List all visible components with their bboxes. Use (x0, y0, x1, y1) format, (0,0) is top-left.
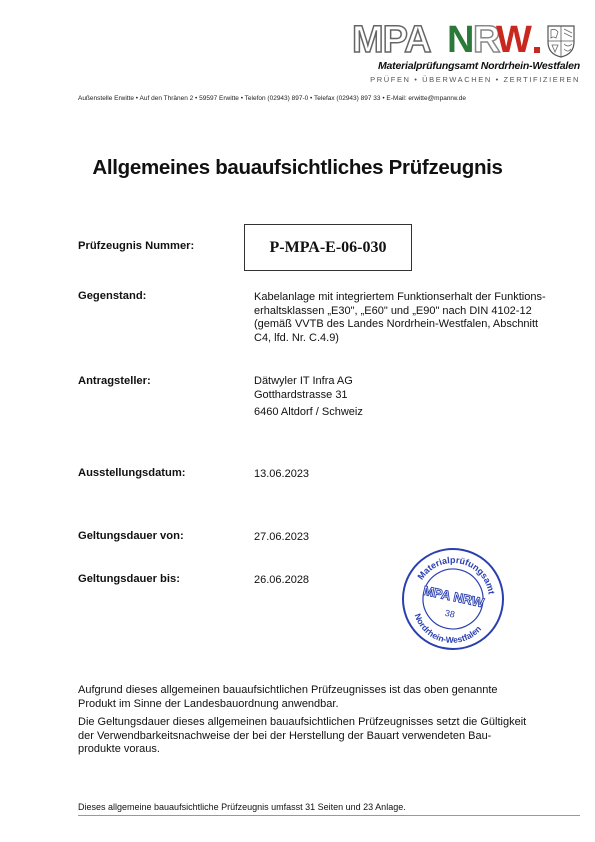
validity-paragraph-2 (78, 716, 578, 757)
logo-nrw-w: W (496, 19, 531, 61)
logo-mpa: MPA (352, 19, 431, 61)
paragraph-line: Aufgrund dieses allgemeinen bauaufsichtlichen Prüfzeugnisses ist das oben genannte (78, 684, 498, 696)
subject-label: Gegenstand: (78, 290, 147, 302)
subject-line: C4, lfd. Nr. C.4.9) (254, 331, 339, 344)
subject-line: erhaltsklassen „E30", „E60" und „E90" nach DIN 4102-12 (254, 304, 532, 317)
paragraph-line: Die Geltungsdauer dieses allgemeinen bauaufsichtlichen Prüfzeugnisses setzt die Gültigkeit (78, 716, 527, 728)
paragraph-line: Produkt im Sinne der Landesbauordnung anwendbar. (78, 697, 339, 710)
applicant-line: Dätwyler IT Infra AG (254, 375, 353, 387)
applicant-line: Gotthardstrasse 31 (254, 388, 348, 401)
valid-from-label: Geltungsdauer von: (78, 530, 184, 542)
subject-value (254, 291, 546, 345)
issue-date-label: Ausstellungsdatum: (78, 467, 186, 479)
page-count-footer: Dieses allgemeine bauaufsichtliche Prüfzeugnis umfasst 31 Seiten und 23 Anlage. (78, 802, 406, 812)
certificate-number: P-MPA-E-06-030 (269, 238, 387, 256)
logo-nrw-n: N (447, 19, 474, 61)
document-title: Allgemeines bauaufsichtliches Prüfzeugnis (92, 156, 503, 179)
valid-to-label: Geltungsdauer bis: (78, 573, 180, 585)
stamp-center-text: MPA NRW (421, 582, 486, 611)
stamp-top-text: Materialprüfungsamt (415, 554, 497, 595)
paragraph-line: produkte voraus. (78, 743, 160, 756)
valid-to-value: 26.06.2028 (254, 574, 310, 586)
applicant-label: Antragsteller: (78, 375, 151, 387)
nrw-coat-of-arms-icon (546, 24, 576, 58)
applicant-value (254, 375, 363, 420)
applicant-line: 6460 Altdorf / Schweiz (254, 406, 363, 419)
validity-paragraph-1 (78, 684, 578, 711)
paragraph-line: der Verwendbarkeitsnachweise der bei der Herstellung der Bauart verwendeten Bau- (78, 729, 492, 742)
official-stamp (400, 546, 506, 652)
logo-nrw-r: R (473, 19, 500, 61)
subject-line: (gemäß VVTB des Landes Nordrhein-Westfalen, Abschnitt (254, 318, 539, 331)
certificate-number-box (244, 224, 412, 271)
subject-line: Kabelanlage mit integriertem Funktionserhalt der Funktions- (254, 291, 546, 303)
valid-from-value: 27.06.2023 (254, 531, 310, 543)
header-address: Außenstelle Erwitte • Auf den Thränen 2 • 59597 Erwitte • Telefon (02943) 897-0 • Telefax (02943) 897 33 • E-Mail: erwitte@mpanrw.de (78, 95, 466, 102)
logo-tagline: PRÜFEN • ÜBERWACHEN • ZERTIFIZIEREN (370, 75, 580, 84)
logo-dot (534, 47, 540, 53)
issue-date-value: 13.06.2023 (254, 468, 310, 480)
logo-institution-name: Materialprüfungsamt Nordrhein-Westfalen (377, 60, 580, 72)
stamp-number: 38 (443, 607, 456, 620)
footer-divider (78, 815, 580, 816)
number-label: Prüfzeugnis Nummer: (78, 240, 195, 252)
stamp-bottom-text: Nordrhein-Westfalen (412, 612, 484, 646)
